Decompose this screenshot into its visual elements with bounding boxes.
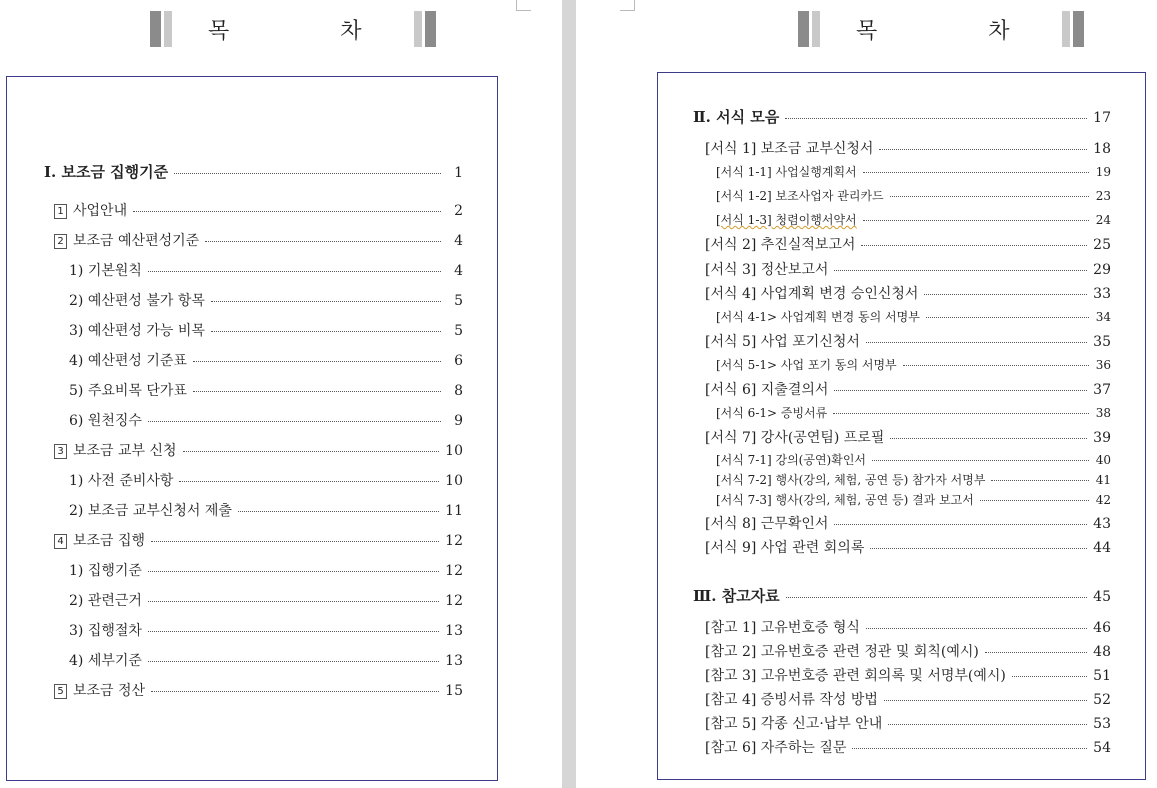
toc-entry[interactable] (705, 259, 1111, 279)
page-number: 24 (1095, 213, 1111, 227)
toc-entry-label: 6) 원천징수 (69, 413, 142, 429)
leader-dots (924, 294, 1087, 295)
toc-entry[interactable] (716, 491, 1111, 508)
leader-dots (863, 220, 1089, 221)
page-number: 12 (445, 563, 463, 579)
leader-dots (834, 390, 1087, 391)
page-number: 40 (1095, 453, 1111, 467)
leader-dots (861, 245, 1087, 246)
page-number: 19 (1095, 165, 1111, 179)
leader-dots (179, 481, 439, 482)
toc-entry-label: [서식 1-2] 보조사업자 관리카드 (716, 189, 884, 203)
toc-entry-label: [서식 4-1> 사업계획 변경 동의 서명부 (716, 310, 920, 324)
toc-entry[interactable] (69, 470, 463, 490)
page-number: 34 (1095, 310, 1111, 324)
page-number: 48 (1093, 644, 1111, 660)
title-bar-icon (425, 11, 436, 47)
toc-entry-label: [서식 1-1] 사업실행계획서 (716, 165, 857, 179)
toc-entry-label: [서식 1] 보조금 교부신청서 (705, 141, 874, 157)
leader-dots (205, 241, 441, 242)
page-number: 33 (1093, 286, 1111, 302)
toc-entry-label: 5) 주요비목 단가표 (69, 383, 187, 399)
title-bar-icon (1073, 11, 1084, 47)
title-bar-icon (414, 11, 422, 47)
leader-dots (193, 361, 441, 362)
page-number: 12 (445, 593, 463, 609)
leader-dots (148, 571, 439, 572)
leader-dots (785, 118, 1087, 119)
leader-dots (888, 724, 1087, 725)
toc-entry[interactable] (705, 331, 1111, 351)
page-right (576, 0, 1157, 788)
leader-dots (985, 652, 1087, 653)
toc-entry-label: 보조금 예산편성기준 (73, 233, 200, 249)
page-number: 11 (445, 503, 463, 519)
leader-dots (890, 196, 1089, 197)
page-number: 6 (454, 353, 463, 369)
toc-entry-label: [서식 7-2] 행사(강의, 체험, 공연 등) 참가자 서명부 (716, 473, 986, 487)
leader-dots (903, 365, 1089, 366)
page-number: 39 (1093, 430, 1111, 446)
page-gutter (562, 0, 576, 788)
toc-entry[interactable] (716, 187, 1111, 204)
toc-entry[interactable] (69, 260, 463, 280)
toc-entry[interactable] (705, 138, 1111, 158)
number-box-icon: 5 (54, 684, 67, 699)
toc-entry-label: 보조금 집행 (73, 533, 146, 549)
toc-entry-label: [참고 3] 고유번호증 관련 회의록 및 서명부(예시) (705, 668, 1006, 684)
toc-entry-label: [서식 5-1> 사업 포기 동의 서명부 (716, 358, 897, 372)
toc-entry[interactable] (54, 200, 463, 220)
toc-entry-label: 3) 집행절차 (69, 623, 142, 639)
leader-dots (1012, 676, 1087, 677)
toc-entry[interactable] (69, 620, 463, 640)
crop-mark (620, 0, 635, 11)
toc-entry-label: 1) 기본원칙 (69, 263, 142, 279)
toc-entry[interactable] (716, 211, 1111, 228)
toc-entry[interactable] (705, 379, 1111, 399)
title-text: 목 차 (856, 18, 1062, 44)
toc-entry[interactable] (69, 410, 463, 430)
title-bar-icon (150, 11, 161, 47)
page-number: 23 (1095, 189, 1111, 203)
page-number: 41 (1095, 473, 1111, 487)
leader-dots (834, 524, 1087, 525)
toc-entry[interactable] (705, 689, 1111, 709)
page-number: 43 (1093, 516, 1111, 532)
leader-dots (879, 149, 1087, 150)
title-bar-icon (798, 11, 809, 47)
number-box-icon: 3 (54, 444, 67, 459)
toc-entry-label: [서식 6] 지출결의서 (705, 382, 829, 398)
toc-entry[interactable] (716, 356, 1111, 373)
toc-entry[interactable] (54, 530, 463, 550)
toc-entry-label: [참고 4] 증빙서류 작성 방법 (705, 692, 878, 708)
page-number: 45 (1093, 589, 1111, 605)
leader-dots (148, 421, 441, 422)
page-number: 52 (1093, 692, 1111, 708)
toc-entry[interactable] (69, 350, 463, 370)
crop-mark (516, 0, 531, 11)
toc-entry[interactable] (716, 471, 1111, 488)
page-number: 42 (1095, 493, 1111, 507)
toc-section-label: Ⅰ. 보조금 집행기준 (44, 163, 169, 181)
leader-dots (866, 342, 1087, 343)
toc-entry-label: 2) 관련근거 (69, 593, 142, 609)
number-box-icon: 1 (54, 204, 67, 219)
leader-dots (833, 413, 1089, 414)
page-number: 46 (1093, 620, 1111, 636)
leader-dots (183, 451, 440, 452)
leader-dots (872, 460, 1089, 461)
toc-entry[interactable] (69, 500, 463, 520)
page-title (150, 11, 436, 47)
toc-entry-label: [서식 1-3] 청렴이행서약서 (716, 213, 857, 227)
toc-entry-label: 2) 예산편성 불가 항목 (69, 293, 205, 309)
page-number: 5 (454, 293, 463, 309)
page-number: 25 (1093, 237, 1111, 253)
leader-dots (174, 173, 441, 174)
toc-section[interactable] (693, 106, 1111, 127)
leader-dots (148, 601, 439, 602)
toc-entry-label: 1) 집행기준 (69, 563, 142, 579)
title-text: 목 차 (208, 18, 414, 44)
leader-dots (866, 628, 1087, 629)
toc-section[interactable] (693, 585, 1111, 606)
toc-entry-label: [서식 9] 사업 관련 회의록 (705, 540, 865, 556)
page-number: 18 (1093, 141, 1111, 157)
page-number: 9 (454, 413, 463, 429)
toc-entry-label: [서식 2] 추진실적보고서 (705, 237, 856, 253)
leader-dots (238, 511, 439, 512)
toc-section[interactable] (44, 161, 463, 182)
toc-entry[interactable] (716, 451, 1111, 468)
toc-entry[interactable] (705, 665, 1111, 685)
toc-entry-label: [서식 7-3] 행사(강의, 체험, 공연 등) 결과 보고서 (716, 493, 974, 507)
page-number: 17 (1093, 110, 1111, 126)
page-number: 4 (454, 233, 463, 249)
toc-section-label: Ⅲ. 참고자료 (693, 587, 780, 605)
leader-dots (786, 597, 1088, 598)
leader-dots (148, 661, 439, 662)
toc-entry-label: [서식 5] 사업 포기신청서 (705, 334, 860, 350)
toc-entry-label: 3) 예산편성 가능 비목 (69, 323, 205, 339)
toc-entry-label: 2) 보조금 교부신청서 제출 (69, 503, 232, 519)
leader-dots (863, 172, 1089, 173)
toc-entry-label: [참고 2] 고유번호증 관련 정관 및 회칙(예시) (705, 644, 979, 660)
toc-entry-label: [서식 3] 정산보고서 (705, 262, 829, 278)
page-number: 13 (445, 623, 463, 639)
page-number: 53 (1093, 716, 1111, 732)
toc-entry-label: 사업안내 (73, 203, 128, 219)
leader-dots (890, 438, 1087, 439)
toc-entry[interactable] (705, 427, 1111, 447)
toc-entry[interactable] (705, 713, 1111, 733)
toc-entry[interactable] (69, 290, 463, 310)
leader-dots (884, 700, 1087, 701)
page-number: 35 (1093, 334, 1111, 350)
title-bar-icon (812, 11, 820, 47)
page-number: 36 (1095, 358, 1111, 372)
toc-entry-label: 4) 세부기준 (69, 653, 142, 669)
toc-entry-label: 4) 예산편성 기준표 (69, 353, 187, 369)
toc-entry[interactable] (705, 617, 1111, 637)
leader-dots (852, 748, 1087, 749)
toc-entry[interactable] (716, 163, 1111, 180)
leader-dots (991, 480, 1089, 481)
toc-entry-label: [서식 6-1> 증빙서류 (716, 406, 828, 420)
page-number: 54 (1093, 740, 1111, 756)
leader-dots (151, 541, 439, 542)
leader-dots (133, 211, 441, 212)
number-box-icon: 2 (54, 234, 67, 249)
leader-dots (148, 271, 441, 272)
page-number: 4 (454, 263, 463, 279)
toc-entry[interactable] (705, 234, 1111, 254)
page-number: 1 (454, 165, 463, 181)
toc-entry-label: 1) 사전 준비사항 (69, 473, 174, 489)
title-bar-icon (1062, 11, 1070, 47)
toc-entry-label: [서식 7-1] 강의(공연)확인서 (716, 453, 867, 467)
toc-entry[interactable] (69, 380, 463, 400)
page-number: 8 (454, 383, 463, 399)
title-bar-icon (164, 11, 172, 47)
page-number: 15 (445, 683, 463, 699)
toc-entry[interactable] (54, 680, 463, 700)
toc-frame (657, 72, 1146, 780)
page-number: 29 (1093, 262, 1111, 278)
page-number: 51 (1093, 668, 1111, 684)
toc-entry-label: [참고 1] 고유번호증 형식 (705, 620, 860, 636)
toc-entry-label: [서식 8] 근무확인서 (705, 516, 829, 532)
page-number: 13 (445, 653, 463, 669)
toc-entry-label: [서식 4] 사업계획 변경 승인신청서 (705, 286, 919, 302)
page-number: 37 (1093, 382, 1111, 398)
toc-entry[interactable] (716, 404, 1111, 421)
leader-dots (193, 391, 441, 392)
toc-entry[interactable] (705, 737, 1111, 757)
leader-dots (834, 270, 1087, 271)
leader-dots (211, 331, 441, 332)
toc-entry[interactable] (705, 283, 1111, 303)
toc-entry[interactable] (69, 320, 463, 340)
leader-dots (870, 548, 1087, 549)
toc-entry[interactable] (69, 560, 463, 580)
toc-entry[interactable] (69, 590, 463, 610)
toc-entry-label: 보조금 교부 신청 (73, 443, 177, 459)
page-number: 2 (454, 203, 463, 219)
leader-dots (211, 301, 441, 302)
toc-entry[interactable] (705, 641, 1111, 661)
toc-entry[interactable] (54, 440, 463, 460)
page-number: 38 (1095, 406, 1111, 420)
toc-entry[interactable] (705, 537, 1111, 557)
page-number: 44 (1093, 540, 1111, 556)
toc-entry[interactable] (54, 230, 463, 250)
toc-entry-label: [참고 6] 자주하는 질문 (705, 740, 847, 756)
page-number: 5 (454, 323, 463, 339)
toc-entry-label: [서식 7] 강사(공연팀) 프로필 (705, 430, 885, 446)
page-number: 10 (445, 473, 463, 489)
toc-entry-label: 보조금 정산 (73, 683, 146, 699)
toc-entry[interactable] (716, 308, 1111, 325)
page-number: 12 (445, 533, 463, 549)
page-left (0, 0, 562, 788)
toc-section-label: Ⅱ. 서식 모음 (693, 108, 780, 126)
toc-entry-label: [참고 5] 각종 신고·납부 안내 (705, 716, 883, 732)
number-box-icon: 4 (54, 534, 67, 549)
leader-dots (148, 631, 439, 632)
toc-frame (6, 76, 498, 781)
page-number: 10 (445, 443, 463, 459)
leader-dots (926, 317, 1089, 318)
page-title (798, 11, 1084, 47)
toc-entry[interactable] (69, 650, 463, 670)
leader-dots (151, 691, 439, 692)
leader-dots (980, 500, 1089, 501)
toc-entry[interactable] (705, 513, 1111, 533)
